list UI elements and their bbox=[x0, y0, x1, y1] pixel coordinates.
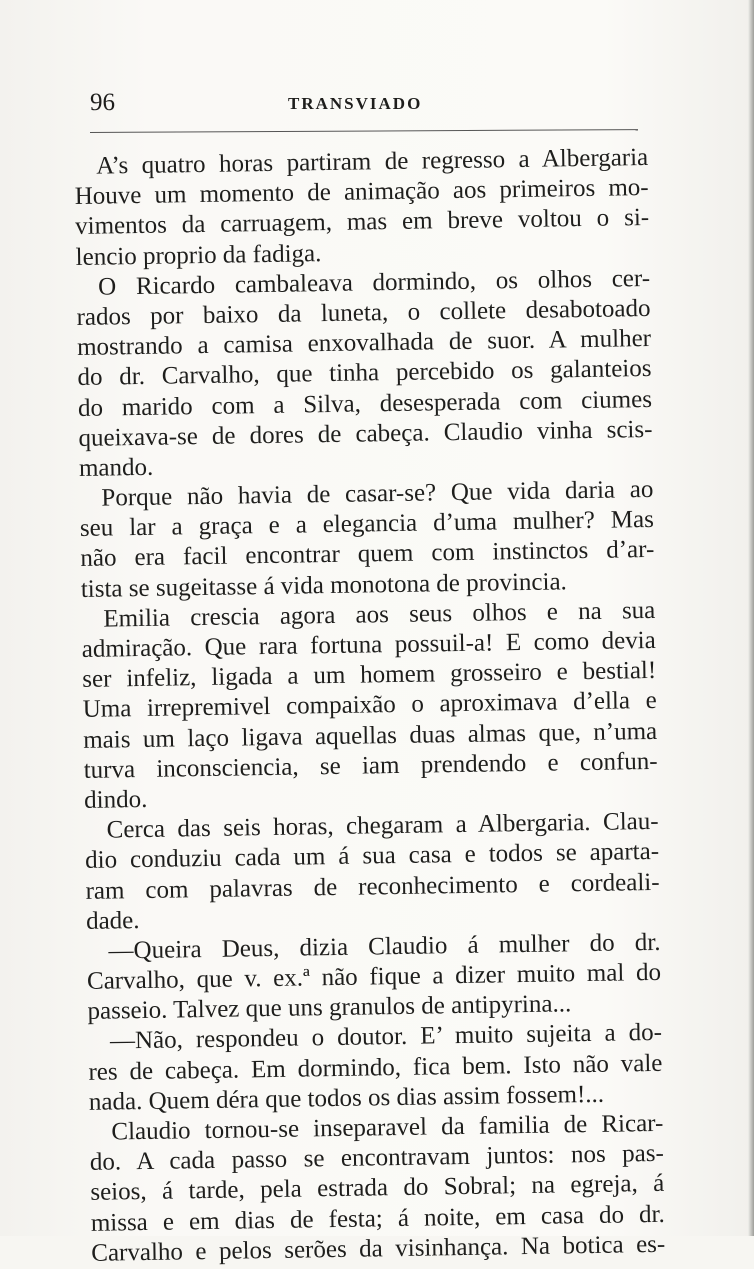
text-line: A’s quatro horas partiram de regresso a Albergaria bbox=[96, 143, 649, 180]
text-line: Uma irrepremivel compaixão o aproximava d’ella e bbox=[82, 687, 657, 724]
text-line: dindo. bbox=[83, 785, 148, 814]
text-line: do dr. Carvalho, que tinha percebido os galanteios bbox=[77, 355, 652, 392]
text-line: dade. bbox=[85, 906, 140, 935]
text-line: Carvalho e pelos serões da visinhança. Na botica es- bbox=[91, 1230, 666, 1267]
text-line: do. A cada passo se encontravam juntos: nos pas- bbox=[89, 1140, 665, 1177]
text-line: tista se sugeitasse á vida monotona de provincia. bbox=[80, 567, 568, 603]
text-line: missa e em dias de festa; á noite, em casa do dr. bbox=[90, 1200, 665, 1237]
text-line: passeio. Talvez que uns granulos de antipyrina... bbox=[87, 990, 572, 1026]
text-line: vimentos da carruagem, mas em breve voltou o si- bbox=[74, 204, 650, 241]
text-line: do marido com a Silva, desesperada com ciumes bbox=[77, 385, 653, 422]
page-header bbox=[90, 88, 640, 118]
text-line: Cerca das seis horas, chegaram a Albergaria. Clau- bbox=[106, 808, 659, 844]
text-line: turva inconsciencia, se iam prendendo e confun- bbox=[83, 747, 658, 784]
body-text bbox=[74, 143, 665, 1269]
text-line: mais um laço ligava aquellas duas almas que, n’uma bbox=[83, 717, 658, 754]
text-line: Carvalho, que v. ex.ª não fique a dizer muito mal do bbox=[86, 958, 662, 995]
text-line: admiração. Que rara fortuna possuil-a! E como devia bbox=[81, 626, 656, 663]
text-line: ram com palavras de reconhecimento e cordeali- bbox=[85, 868, 660, 905]
text-line: nada. Quem déra que todos os dias assim fossem!... bbox=[88, 1080, 605, 1116]
running-title: TRANSVIADO bbox=[288, 94, 423, 113]
text-line: res de cabeça. Em dormindo, fica bem. Isto não vale bbox=[88, 1049, 663, 1086]
page-number: 96 bbox=[90, 89, 115, 116]
text-line: O Ricardo cambaleava dormindo, os olhos cer- bbox=[97, 264, 651, 301]
text-line: mostrando a camisa enxovalhada de suor. A mulher bbox=[76, 325, 652, 362]
text-line: Claudio tornou-se inseparavel da familia de Ricar- bbox=[111, 1109, 664, 1146]
text-line: ser infeliz, ligada a um homem grosseiro e bestial! bbox=[82, 657, 657, 694]
text-line: mando. bbox=[78, 453, 154, 482]
page-edge-shadow bbox=[748, 0, 754, 1236]
text-line: não era facil encontrar quem com instinctos d’ar- bbox=[80, 536, 655, 573]
text-line: lencio proprio da fadiga. bbox=[75, 239, 322, 271]
text-line: rados por baixo da luneta, o collete desabotoado bbox=[76, 294, 651, 331]
header-rule bbox=[90, 129, 638, 133]
text-line: Houve um momento de animação aos primeiros mo- bbox=[74, 174, 649, 211]
text-line: Porque não havia de casar-se? Que vida daria ao bbox=[101, 476, 654, 512]
text-line: —Não, respondeu o doutor. E’ muito sujeita a do- bbox=[109, 1019, 663, 1055]
text-line: seu lar a graça e a elegancia d’uma mulher? Mas bbox=[79, 506, 655, 543]
text-line: seios, á tarde, pela estrada do Sobral; na egreja, á bbox=[90, 1170, 665, 1207]
text-line: queixava-se de dores de cabeça. Claudio vinha scis- bbox=[78, 415, 653, 452]
text-line: dio conduziu cada um á sua casa e todos se aparta- bbox=[84, 838, 660, 875]
text-line: Emilia crescia agora aos seus olhos e na sua bbox=[103, 596, 656, 633]
text-line: —Queira Deus, dizia Claudio á mulher do dr. bbox=[108, 928, 661, 965]
